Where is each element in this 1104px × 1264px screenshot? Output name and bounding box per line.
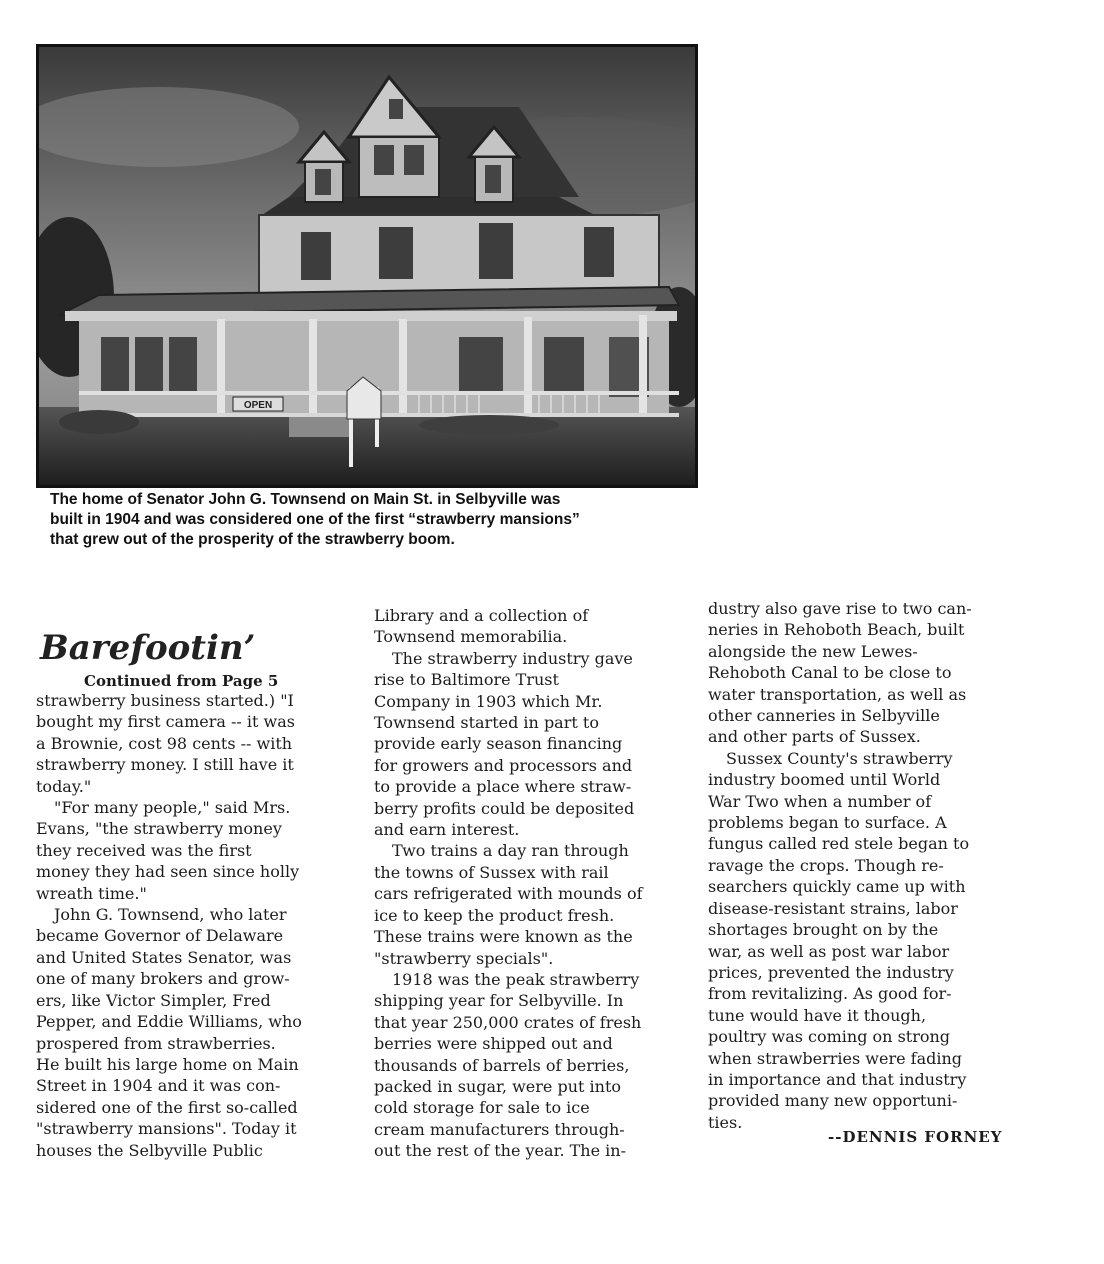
text-line: "strawberry specials".: [374, 948, 554, 968]
text-line: to provide a place where straw-: [374, 777, 632, 797]
text-line: that year 250,000 crates of fresh: [374, 1012, 642, 1032]
text-line: water transportation, as well as: [708, 684, 967, 704]
text-line: ice to keep the product fresh.: [374, 905, 615, 925]
article-column-2: [374, 605, 688, 1162]
text-line: prices, prevented the industry: [708, 962, 954, 982]
text-line: Two trains a day ran through: [392, 841, 629, 861]
text-line: rise to Baltimore Trust: [374, 670, 559, 690]
text-line: other canneries in Selbyville: [708, 706, 940, 726]
article-column-1: [36, 690, 354, 1161]
text-line: ers, like Victor Simpler, Fred: [36, 990, 271, 1010]
caption-line: that grew out of the prosperity of the strawberry boom.: [50, 531, 455, 548]
text-line: bought my first camera -- it was: [36, 712, 295, 732]
text-line: Townsend started in part to: [374, 713, 599, 733]
text-line: strawberry business started.) "I: [36, 691, 294, 710]
text-line: became Governor of Delaware: [36, 926, 284, 946]
text-line: Pepper, and Eddie Williams, who: [36, 1012, 302, 1032]
text-line: houses the Selbyville Public: [36, 1140, 263, 1160]
byline: --DENNIS FORNEY: [828, 1128, 1003, 1146]
text-line: and other parts of Sussex.: [708, 727, 921, 747]
text-line: berries were shipped out and: [374, 1034, 613, 1054]
text-line: Rehoboth Canal to be close to: [708, 663, 952, 683]
text-line: Evans, "the strawberry money: [36, 819, 282, 839]
text-line: the towns of Sussex with rail: [374, 862, 609, 882]
text-line: Sussex County's strawberry: [726, 748, 953, 768]
text-line: one of many brokers and grow-: [36, 969, 290, 989]
article-column-3: [708, 598, 1024, 1133]
text-line: a Brownie, cost 98 cents -- with: [36, 733, 293, 753]
text-line: fungus called red stele began to: [708, 834, 970, 854]
text-line: searchers quickly came up with: [708, 877, 966, 897]
text-line: 1918 was the peak strawberry: [392, 969, 640, 989]
text-line: Townsend memorabilia.: [374, 627, 568, 647]
text-line: they received was the first: [36, 840, 252, 860]
text-line: War Two when a number of: [708, 791, 932, 811]
text-line: "For many people," said Mrs.: [54, 798, 291, 818]
text-line: berry profits could be deposited: [374, 798, 635, 818]
text-line: dustry also gave rise to two can-: [708, 599, 972, 618]
continued-note: Continued from Page 5: [84, 672, 279, 690]
text-line: thousands of barrels of berries,: [374, 1055, 630, 1075]
text-line: shipping year for Selbyville. In: [374, 991, 624, 1011]
text-line: war, as well as post war labor: [708, 941, 950, 961]
text-line: provided many new opportuni-: [708, 1091, 958, 1111]
text-line: when strawberries were fading: [708, 1048, 963, 1068]
text-line: packed in sugar, were put into: [374, 1076, 622, 1096]
text-line: The strawberry industry gave: [392, 648, 633, 668]
text-line: in importance and that industry: [708, 1069, 967, 1089]
text-line: problems began to surface. A: [708, 813, 947, 833]
text-line: "strawberry mansions". Today it: [36, 1119, 297, 1139]
caption-line: The home of Senator John G. Townsend on Main St. in Selbyville was: [50, 491, 561, 508]
article-headline: Barefootin’: [40, 628, 256, 668]
text-line: ties.: [708, 1112, 743, 1132]
text-line: and United States Senator, was: [36, 947, 292, 967]
text-line: from revitalizing. As good for-: [708, 984, 952, 1004]
text-line: John G. Townsend, who later: [54, 905, 287, 925]
text-line: for growers and processors and: [374, 755, 633, 775]
text-line: neries in Rehoboth Beach, built: [708, 620, 965, 640]
caption-line: built in 1904 and was considered one of the first “strawberry mansions”: [50, 511, 580, 528]
text-line: Company in 1903 which Mr.: [374, 691, 603, 711]
text-line: shortages brought on by the: [708, 920, 939, 940]
text-line: prospered from strawberries.: [36, 1033, 276, 1053]
text-line: sidered one of the first so-called: [36, 1097, 298, 1117]
text-line: today.": [36, 776, 92, 796]
text-line: He built his large home on Main: [36, 1054, 299, 1074]
house-photo: [36, 44, 698, 488]
text-line: These trains were known as the: [374, 927, 633, 947]
text-line: Street in 1904 and it was con-: [36, 1076, 281, 1096]
text-line: cold storage for sale to ice: [374, 1098, 590, 1118]
text-line: alongside the new Lewes-: [708, 641, 918, 661]
open-sign-text: OPEN: [243, 400, 273, 411]
text-line: industry boomed until World: [708, 770, 941, 790]
text-line: and earn interest.: [374, 820, 520, 840]
text-line: wreath time.": [36, 883, 147, 903]
text-line: disease-resistant strains, labor: [708, 898, 958, 918]
text-line: cars refrigerated with mounds of: [374, 884, 643, 904]
text-line: Library and a collection of: [374, 606, 589, 625]
text-line: ravage the crops. Though re-: [708, 855, 944, 875]
text-line: tune would have it though,: [708, 1005, 927, 1025]
text-line: strawberry money. I still have it: [36, 755, 294, 775]
text-line: money they had seen since holly: [36, 862, 300, 882]
text-line: out the rest of the year. The in-: [374, 1141, 626, 1161]
text-line: poultry was coming on strong: [708, 1027, 951, 1047]
photo-caption: [50, 490, 710, 550]
text-line: provide early season financing: [374, 734, 623, 754]
text-line: cream manufacturers through-: [374, 1119, 625, 1139]
